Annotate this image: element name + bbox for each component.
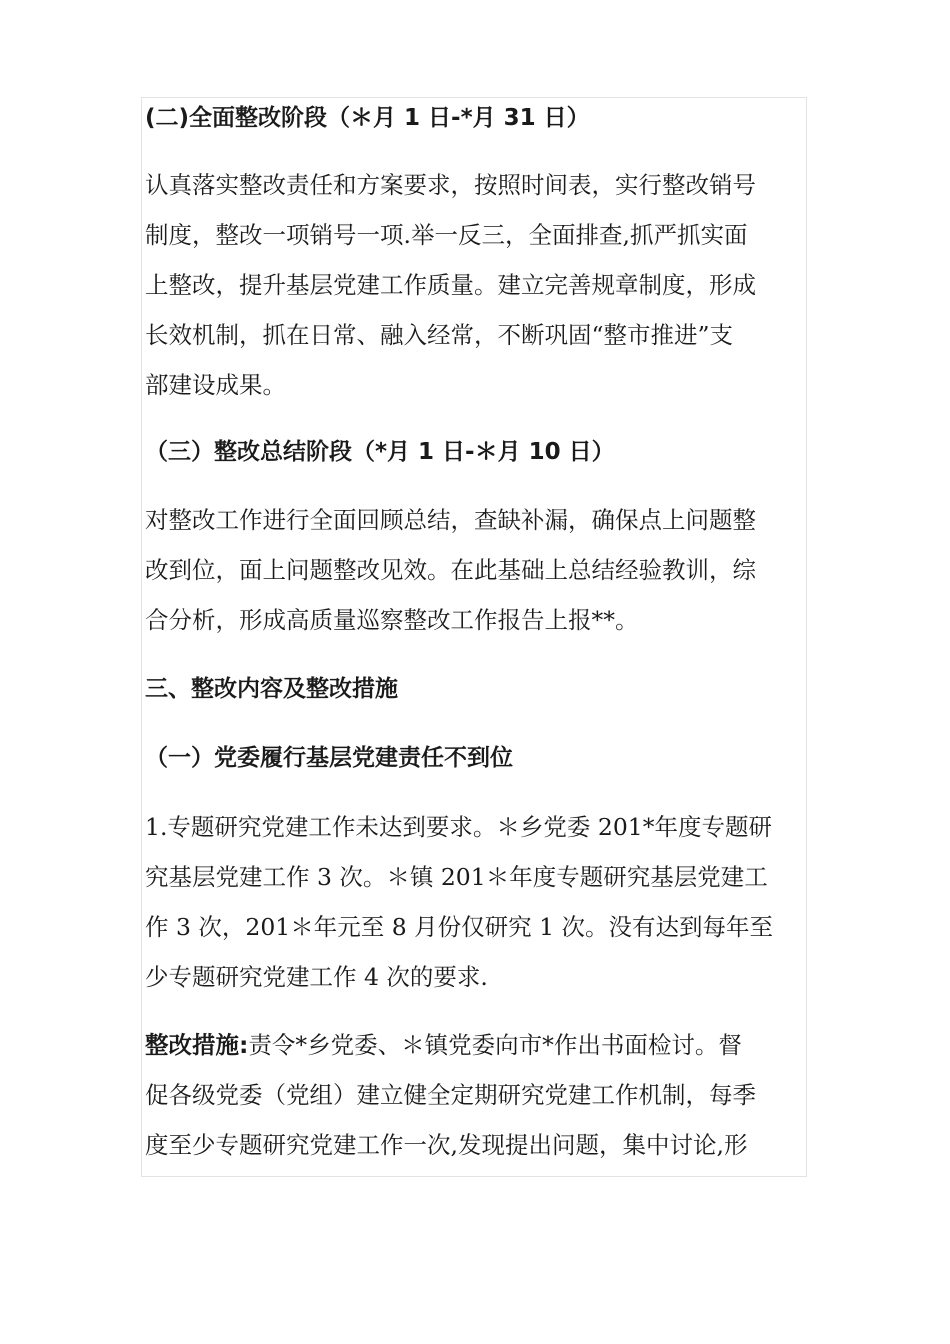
heading-phase-2: (二)全面整改阶段（＊月 1 日-*月 31 日） [145,105,590,131]
text-line [145,1020,807,1070]
paragraph-phase-3 [145,495,807,645]
heading-subsection-1: （一）党委履行基层党建责任不到位 [145,745,513,771]
text-line: 对整改工作进行全面回顾总结，查缺补漏，确保点上问题整 [145,506,756,534]
text-line: 究基层党建工作 3 次。＊镇 201＊年度专题研究基层党建工 [145,863,768,891]
document-content [145,96,807,1170]
heading-section-3: 三、整改内容及整改措施 [145,676,398,702]
text-line: 度至少专题研究党建工作一次,发现提出问题，集中讨论,形 [145,1131,748,1159]
text-line: 促各级党委（党组）建立健全定期研究党建工作机制，每季 [145,1081,756,1109]
text-line: 制度，整改一项销号一项.举一反三，全面排查,抓严抓实面 [145,221,748,249]
text-line: 少专题研究党建工作 4 次的要求. [145,963,488,991]
paragraph-item-1 [145,802,807,1002]
text-line: 认真落实整改责任和方案要求，按照时间表，实行整改销号 [145,171,756,199]
heading-phase-3: （三）整改总结阶段（*月 1 日-＊月 10 日） [145,439,615,465]
measures-first-line: 责令*乡党委、＊镇党委向市*作出书面检讨。督 [248,1031,742,1059]
text-line: 部建设成果。 [145,371,286,399]
paragraph-phase-2 [145,160,807,410]
measures-label: 整改措施: [145,1031,249,1059]
text-line: 作 3 次，201＊年元至 8 月份仅研究 1 次。没有达到每年至 [145,913,774,941]
text-line: 长效机制，抓在日常、融入经常，不断巩固“整市推进”支 [145,321,734,349]
text-line: 上整改，提升基层党建工作质量。建立完善规章制度，形成 [145,271,756,299]
text-line: 改到位，面上问题整改见效。在此基础上总结经验教训，综 [145,556,756,584]
text-line: 合分析，形成高质量巡察整改工作报告上报**。 [145,606,639,634]
paragraph-measures [145,1020,807,1170]
text-line: 1.专题研究党建工作未达到要求。＊乡党委 201*年度专题研 [145,813,772,841]
